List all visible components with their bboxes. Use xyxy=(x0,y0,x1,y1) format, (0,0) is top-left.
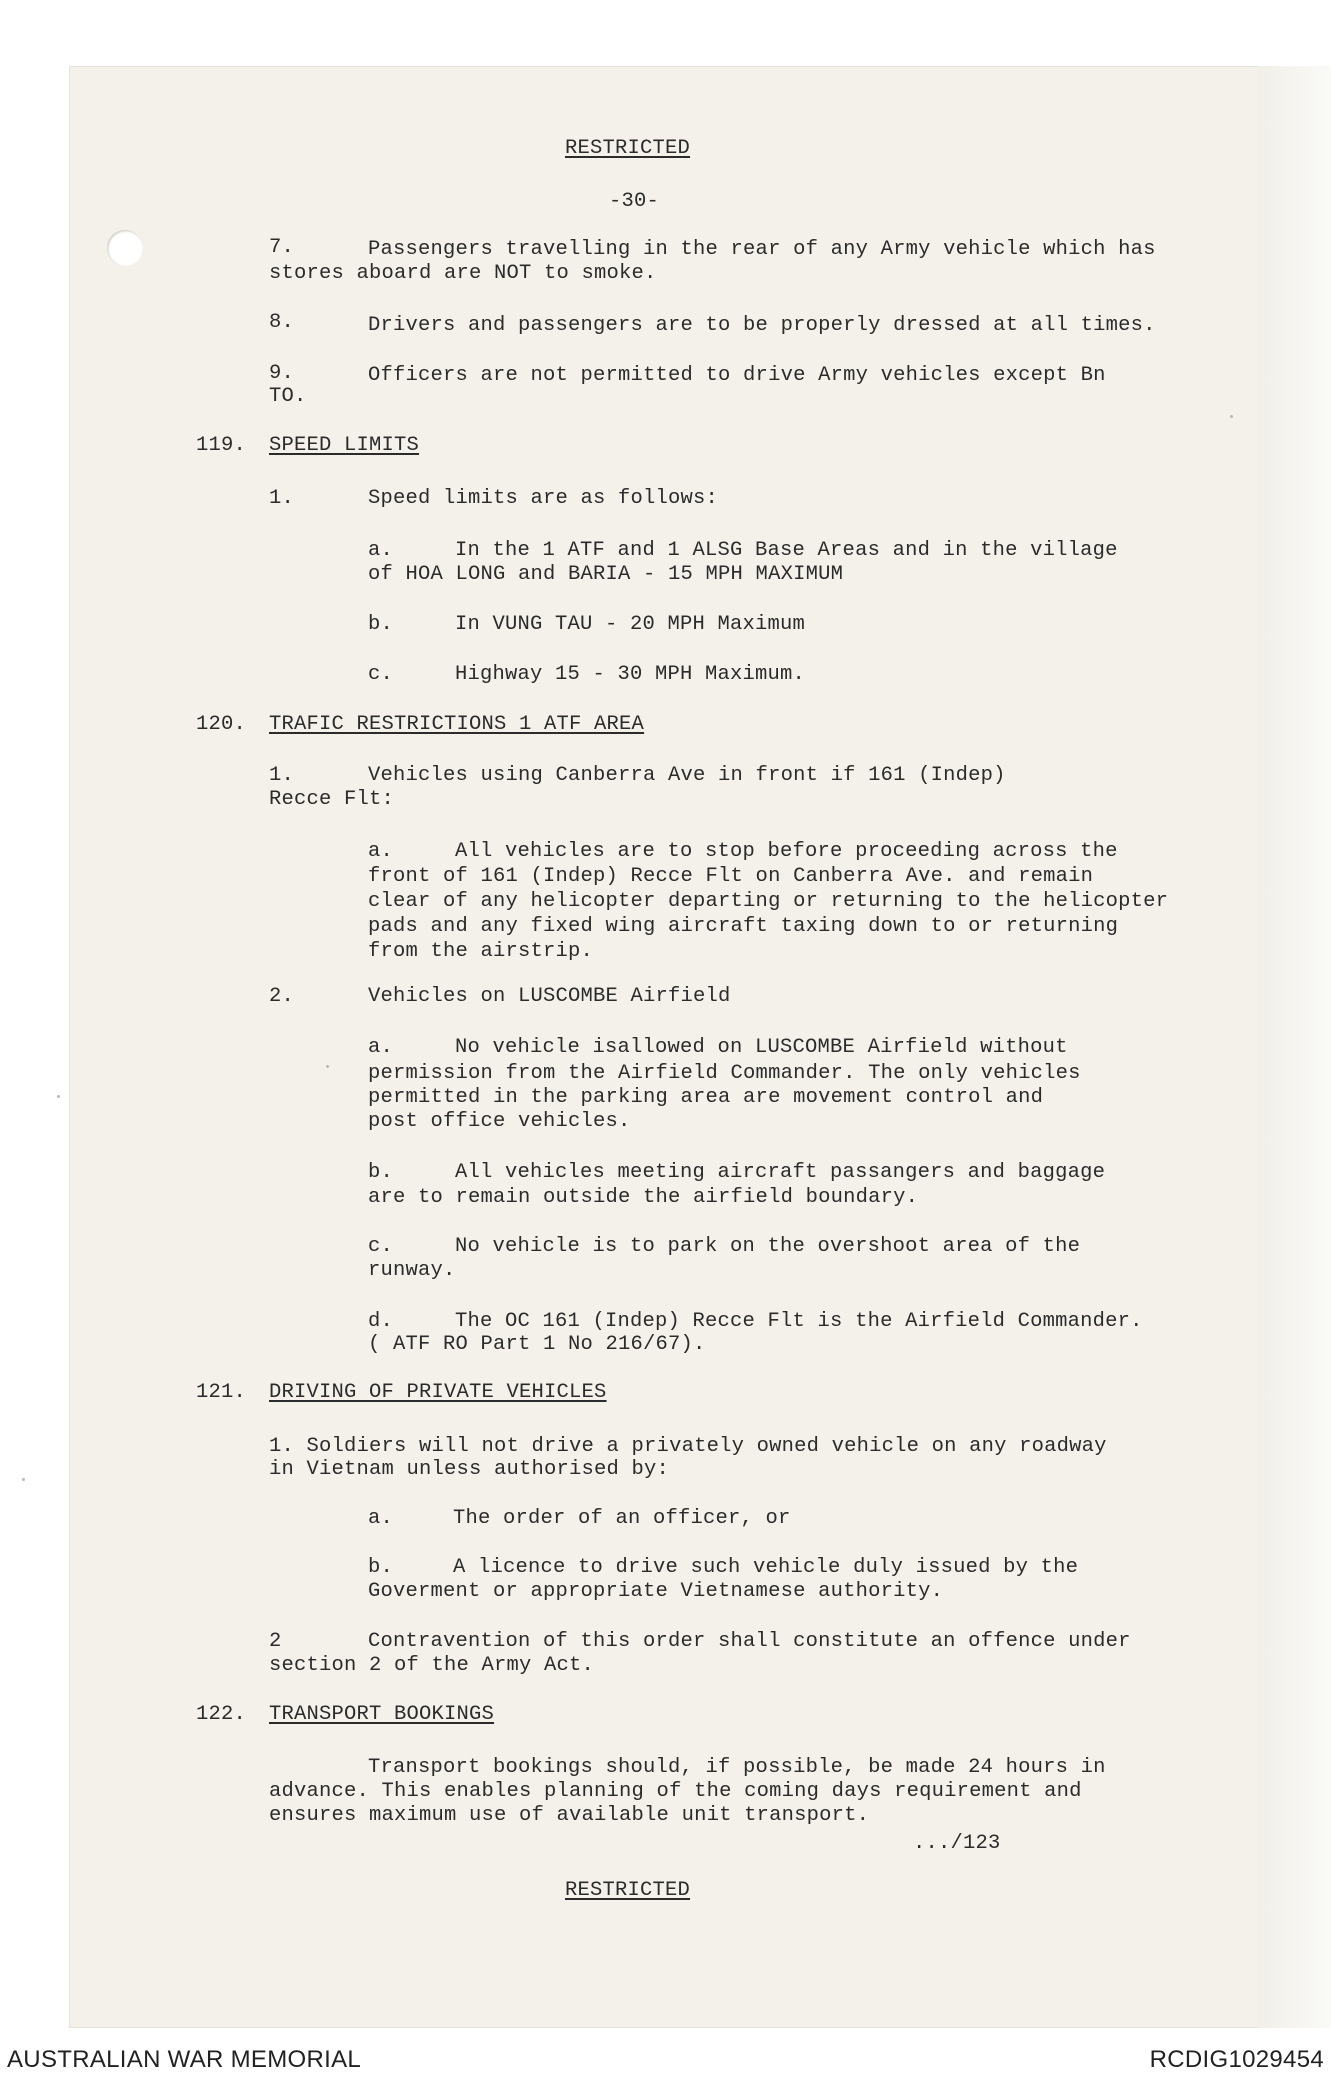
section-122-line2: advance. This enables planning of the coming days requirement and xyxy=(269,1780,1082,1803)
section-120-item-2b-line2: are to remain outside the airfield boundary. xyxy=(368,1186,919,1209)
section-122-title: TRANSPORT BOOKINGS xyxy=(269,1703,495,1726)
section-119-item-c-line1: Highway 15 - 30 MPH Maximum. xyxy=(455,663,806,686)
section-120-item-2b-label: b. xyxy=(368,1161,394,1184)
section-120-item-2c-label: c. xyxy=(368,1235,394,1258)
section-120-item-2d-label: d. xyxy=(368,1310,394,1333)
section-120-item-2c-line1: No vehicle is to park on the overshoot area of the xyxy=(455,1235,1081,1258)
section-120-para-2-number: 2. xyxy=(269,985,295,1008)
section-120-item-1a-line1: All vehicles are to stop before proceeding across the xyxy=(455,840,1118,863)
section-120-para-1-line1: Vehicles using Canberra Ave in front if 161 (Indep) xyxy=(368,764,1006,787)
para-9-line1: Officers are not permitted to drive Army vehicles except Bn xyxy=(368,364,1106,387)
para-9-line2: TO. xyxy=(269,385,307,408)
sheet-edge xyxy=(1258,66,1331,2028)
section-120-item-2c-line2: runway. xyxy=(368,1259,456,1282)
section-122-line3: ensures maximum use of available unit transport. xyxy=(269,1804,870,1827)
section-122-number: 122. xyxy=(196,1703,247,1726)
para-9-number: 9. xyxy=(269,362,295,385)
section-120-item-2a-line1: No vehicle isallowed on LUSCOMBE Airfield without xyxy=(455,1036,1068,1059)
section-120-item-2d-line1: The OC 161 (Indep) Recce Flt is the Airfield Commander. xyxy=(455,1310,1143,1333)
section-120-para-2-text: Vehicles on LUSCOMBE Airfield xyxy=(368,985,731,1008)
para-8-line1: Drivers and passengers are to be properly dressed at all times. xyxy=(368,314,1156,337)
section-121-item-a-line1: The order of an officer, or xyxy=(453,1507,791,1530)
section-120-item-2a-line4: post office vehicles. xyxy=(368,1110,631,1133)
section-119-number: 119. xyxy=(196,434,247,457)
archive-footer-left: AUSTRALIAN WAR MEMORIAL xyxy=(7,2046,362,2073)
page-number: -30- xyxy=(609,190,660,213)
continuation-marker: .../123 xyxy=(913,1832,1001,1855)
section-121-para-1-line1: 1. Soldiers will not drive a privately owned vehicle on any roadway xyxy=(269,1435,1107,1458)
section-120-number: 120. xyxy=(196,713,247,736)
para-7-line2: stores aboard are NOT to smoke. xyxy=(269,262,657,285)
section-120-item-1a-line2: front of 161 (Indep) Recce Flt on Canberra Ave. and remain xyxy=(368,865,1094,888)
para-8-number: 8. xyxy=(269,311,295,334)
punch-hole xyxy=(107,230,143,266)
footer-classification: RESTRICTED xyxy=(565,1879,691,1902)
section-120-item-2d-line2: ( ATF RO Part 1 No 216/67). xyxy=(368,1333,706,1356)
section-121-para-2-line1: Contravention of this order shall constitute an offence under xyxy=(368,1630,1131,1653)
section-119-item-c-label: c. xyxy=(368,663,394,686)
section-120-item-1a-line5: from the airstrip. xyxy=(368,940,594,963)
section-121-item-a-label: a. xyxy=(368,1507,394,1530)
section-120-item-2a-line2: permission from the Airfield Commander. The only vehicles xyxy=(368,1062,1081,1085)
section-119-item-b-label: b. xyxy=(368,613,394,636)
para-7-line1: Passengers travelling in the rear of any Army vehicle which has xyxy=(368,238,1156,261)
section-120-title: TRAFIC RESTRICTIONS 1 ATF AREA xyxy=(269,713,645,736)
section-119-item-b-line1: In VUNG TAU - 20 MPH Maximum xyxy=(455,613,806,636)
section-119-item-a-label: a. xyxy=(368,539,394,562)
section-120-para-1-line2: Recce Flt: xyxy=(269,788,395,811)
section-120-item-2a-line3: permitted in the parking area are movement control and xyxy=(368,1086,1044,1109)
section-119-item-a-line2: of HOA LONG and BARIA - 15 MPH MAXIMUM xyxy=(368,563,844,586)
para-7-number: 7. xyxy=(269,236,295,259)
section-121-title: DRIVING OF PRIVATE VEHICLES xyxy=(269,1381,607,1404)
section-120-item-1a-line4: pads and any fixed wing aircraft taxing down to or returning xyxy=(368,915,1119,938)
section-121-item-b-line2: Goverment or appropriate Vietnamese authority. xyxy=(368,1580,944,1603)
section-122-line1: Transport bookings should, if possible, be made 24 hours in xyxy=(368,1756,1106,1779)
section-120-para-1-number: 1. xyxy=(269,764,295,787)
section-121-item-b-label: b. xyxy=(368,1556,394,1579)
section-119-title: SPEED LIMITS xyxy=(269,434,420,457)
section-119-para-1-number: 1. xyxy=(269,487,295,510)
archive-footer-right: RCDIG1029454 xyxy=(1149,2046,1324,2073)
section-121-number: 121. xyxy=(196,1381,247,1404)
header-classification: RESTRICTED xyxy=(565,137,691,160)
section-120-item-2b-line1: All vehicles meeting aircraft passangers and baggage xyxy=(455,1161,1106,1184)
section-120-item-1a-label: a. xyxy=(368,840,394,863)
section-121-para-2-number: 2 xyxy=(269,1630,282,1653)
section-119-para-1-text: Speed limits are as follows: xyxy=(368,487,719,510)
section-119-item-a-line1: In the 1 ATF and 1 ALSG Base Areas and in the village xyxy=(455,539,1118,562)
section-121-para-1-line2: in Vietnam unless authorised by: xyxy=(269,1458,670,1481)
section-121-para-2-line2: section 2 of the Army Act. xyxy=(269,1654,595,1677)
section-120-item-1a-line3: clear of any helicopter departing or returning to the helicopter xyxy=(368,890,1169,913)
section-120-item-2a-label: a. xyxy=(368,1036,394,1059)
section-121-item-b-line1: A licence to drive such vehicle duly issued by the xyxy=(453,1556,1079,1579)
